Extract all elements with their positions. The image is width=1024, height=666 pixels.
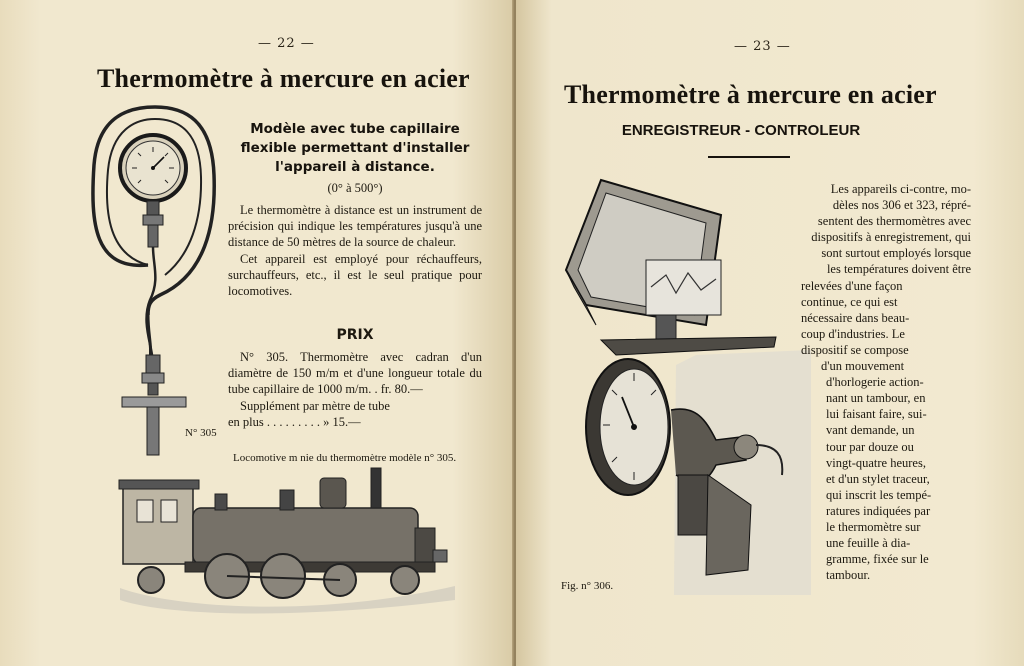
text-line: dèles nos 306 et 323, répré- [832, 198, 971, 213]
text-line: vingt-quatre heures, [826, 455, 926, 470]
text-line: d'horlogerie action- [826, 375, 924, 390]
prix-heading: PRIX [336, 327, 374, 343]
text-line: dispositif se compose [801, 342, 909, 357]
text-line: relevées d'une façon [801, 278, 903, 293]
page-number: — 23 — [734, 39, 791, 54]
figure-label: N° 305 [185, 427, 217, 439]
page-number: — 22 — [258, 36, 315, 51]
text-line: lui faisant faire, sui- [826, 407, 927, 422]
description-column [771, 181, 971, 583]
text-line: dispositifs à enregistrement, qui [811, 230, 971, 245]
text-line: d'un mouvement [821, 359, 905, 374]
text-line: continue, ce qui est [801, 294, 898, 309]
text-line: le thermomètre sur [826, 519, 921, 534]
right-page [516, 0, 1024, 666]
price-block [228, 349, 482, 430]
subtitle [230, 120, 480, 177]
thermometer-305-illustration [90, 105, 220, 465]
page-title: Thermomètre à mercure en acier [564, 80, 937, 109]
text-line: vant demande, un [826, 423, 915, 438]
price-line: en plus . . . . . . . . . » 15.— [228, 414, 361, 429]
text-line: gramme, fixée sur le [826, 552, 929, 567]
title-rule [708, 156, 790, 158]
text-line: qui inscrit les tempé- [826, 487, 932, 502]
text-line: tour par douze ou [826, 439, 914, 454]
text-line: tambour. [826, 568, 871, 583]
text-line: et d'un stylet traceur, [826, 471, 930, 486]
paragraph-1: Le thermomètre à distance est un instrument de précision qui indique les températures jusqu'à une distance de 50 mètres de la source de chaleur. [228, 203, 482, 250]
page-subtitle: ENREGISTREUR - CONTROLEUR [621, 122, 861, 139]
locomotive-illustration [115, 468, 460, 618]
text-line: une feuille à dia- [826, 536, 911, 551]
text-line: les températures doivent être [826, 262, 971, 277]
subtitle-line: Modèle avec tube capillaire [250, 121, 460, 137]
caption: Locomotive m nie du thermomètre modèle n° 305. [233, 452, 457, 464]
temperature-range: (0° à 500°) [327, 181, 383, 195]
text-line: ratures indiquées par [826, 503, 931, 518]
paragraph-2: Cet appareil est employé pour réchauffeurs, surchauffeurs, etc., il est le seul pratique pour locomotives. [228, 251, 482, 299]
text-line: sentent des thermomètres avec [817, 214, 971, 229]
page-title: Thermomètre à mercure en acier [97, 64, 470, 93]
price-line: Supplément par mètre de tube [240, 398, 390, 413]
figure-label: Fig. n° 306. [561, 580, 614, 592]
text-line: sont surtout employés lorsque [821, 246, 971, 261]
text-line: nant un tambour, en [826, 391, 926, 406]
subtitle-line: flexible permettant d'installer [240, 140, 470, 156]
subtitle-line: l'appareil à distance. [275, 159, 435, 175]
price-line: N° 305. Thermomètre avec cadran d'un diamètre de 150 m/m et d'une longueur totale du tube capillaire de 1000 m/m. . fr. 80.— [228, 350, 482, 397]
text-line: coup d'industries. Le [801, 326, 905, 341]
text-line: Les appareils ci-contre, mo- [830, 182, 971, 196]
description [228, 202, 482, 299]
text-line: nécessaire dans beau- [801, 310, 910, 325]
